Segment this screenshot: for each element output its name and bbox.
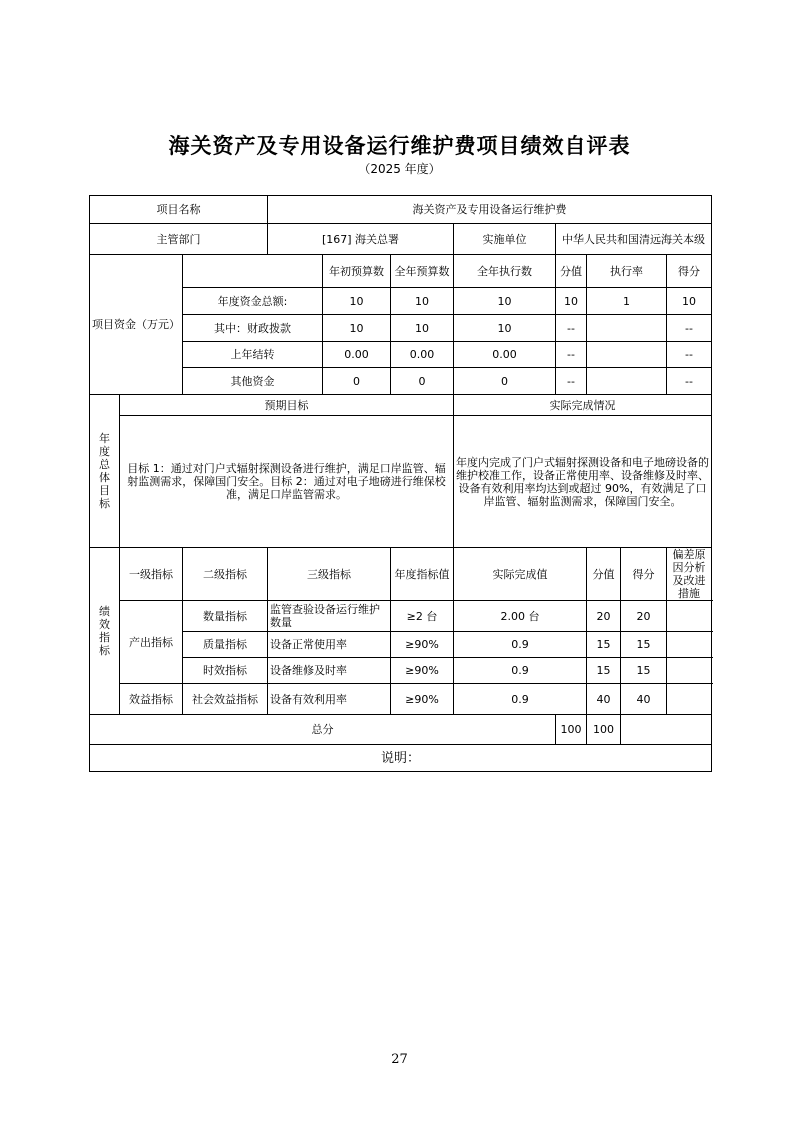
goals-content-row: [90, 416, 712, 548]
funds-row-executed: 10: [454, 288, 556, 315]
funds-row-full: 10: [391, 288, 454, 315]
perf-header-level2: 二级指标: [183, 548, 268, 601]
notes-label: 说明：: [90, 745, 712, 772]
funds-row-initial: 0: [323, 368, 391, 395]
funds-header-full: 全年预算数: [391, 255, 454, 288]
funds-row-score-value: --: [556, 315, 587, 342]
perf-target: ≥90%: [391, 658, 454, 684]
perf-header-target: 年度指标值: [391, 548, 454, 601]
funds-row-full: 0: [391, 368, 454, 395]
funds-row-label: 年度资金总额:: [183, 288, 323, 315]
perf-row: [90, 658, 712, 684]
perf-score-value: 15: [587, 658, 621, 684]
perf-header-row: [90, 548, 712, 601]
funds-row-score-value: --: [556, 342, 587, 368]
project-name-row: [90, 196, 712, 224]
expected-goal-header: 预期目标: [120, 395, 454, 416]
goals-header-row: [90, 395, 712, 416]
project-name-label: 项目名称: [90, 196, 268, 224]
notes-row: [90, 745, 712, 772]
perf-row: [90, 632, 712, 658]
perf-score: 20: [621, 601, 667, 632]
actual-completion-text: 年度内完成了门户式辐射探测设备和电子地磅设备的维护校准工作，设备正常使用率、设备维修及时率、设备有效利用率均达到或超过 90%，有效满足了口岸监管、辐射监测需求，保障国门安全。: [454, 416, 712, 548]
perf-score: 15: [621, 658, 667, 684]
funds-row-initial: 10: [323, 288, 391, 315]
funds-header-executed: 全年执行数: [454, 255, 556, 288]
perf-header-actual: 实际完成值: [454, 548, 587, 601]
funds-row-executed: 10: [454, 315, 556, 342]
impl-value: 中华人民共和国清远海关本级: [556, 224, 712, 255]
funds-row: [90, 315, 712, 342]
perf-score-value: 15: [587, 632, 621, 658]
perf-header-level1: 一级指标: [120, 548, 183, 601]
actual-completion-header: 实际完成情况: [454, 395, 712, 416]
perf-header-score: 得分: [621, 548, 667, 601]
expected-goal-text: 目标 1：通过对门户式辐射探测设备进行维护，满足口岸监管、辐射监测需求，保障国门安全。目标 2：通过对电子地磅进行维保校准，满足口岸监管需求。: [120, 416, 454, 548]
perf-level3: 监管查验设备运行维护数量: [268, 601, 391, 632]
funds-row-rate: [587, 368, 667, 395]
dept-label: 主管部门: [90, 224, 268, 255]
perf-target: ≥90%: [391, 684, 454, 715]
funds-header-row: [90, 255, 712, 288]
perf-deviation: [667, 684, 712, 715]
evaluation-table: [89, 195, 712, 772]
document-year: （2025 年度）: [358, 162, 441, 176]
total-label: 总分: [90, 715, 556, 745]
funds-row: [90, 288, 712, 315]
perf-row: [90, 601, 712, 632]
perf-header-score-value: 分值: [587, 548, 621, 601]
funds-row-score: 10: [667, 288, 712, 315]
funds-row-score: --: [667, 368, 712, 395]
perf-target: ≥2 台: [391, 601, 454, 632]
perf-actual: 0.9: [454, 632, 587, 658]
perf-actual: 0.9: [454, 658, 587, 684]
perf-score: 15: [621, 632, 667, 658]
perf-score-value: 20: [587, 601, 621, 632]
perf-header-deviation: 偏差原因分析及改进措施: [667, 548, 712, 601]
funds-row-executed: 0: [454, 368, 556, 395]
funds-row-initial: 0.00: [323, 342, 391, 368]
benefit-indicator-label: 效益指标: [120, 684, 183, 715]
funds-section-label: 项目资金（万元）: [90, 255, 183, 395]
perf-score-value: 40: [587, 684, 621, 715]
perf-target: ≥90%: [391, 632, 454, 658]
perf-section-label: 绩 效 指 标: [90, 548, 120, 715]
funds-row: [90, 368, 712, 395]
funds-row-score-value: 10: [556, 288, 587, 315]
perf-actual: 2.00 台: [454, 601, 587, 632]
total-value: 100: [556, 715, 587, 745]
funds-row-rate: [587, 315, 667, 342]
funds-row: [90, 342, 712, 368]
funds-row-initial: 10: [323, 315, 391, 342]
perf-level3: 设备有效利用率: [268, 684, 391, 715]
funds-header-score: 得分: [667, 255, 712, 288]
page-number: 27: [391, 1052, 408, 1067]
total-score: 100: [587, 715, 621, 745]
funds-row-rate: 1: [587, 288, 667, 315]
funds-row-score: --: [667, 315, 712, 342]
perf-level2: 质量指标: [183, 632, 268, 658]
perf-level3: 设备维修及时率: [268, 658, 391, 684]
document-title: 海关资产及专用设备运行维护费项目绩效自评表: [168, 133, 631, 158]
perf-level3: 设备正常使用率: [268, 632, 391, 658]
perf-deviation: [667, 658, 712, 684]
impl-label: 实施单位: [454, 224, 556, 255]
funds-header-blank: [183, 255, 323, 288]
perf-deviation: [667, 601, 712, 632]
funds-header-initial: 年初预算数: [323, 255, 391, 288]
department-row: [90, 224, 712, 255]
perf-score: 40: [621, 684, 667, 715]
perf-level2: 社会效益指标: [183, 684, 268, 715]
funds-header-rate: 执行率: [587, 255, 667, 288]
funds-row-executed: 0.00: [454, 342, 556, 368]
funds-row-label: 其中：财政拨款: [183, 315, 323, 342]
perf-deviation: [667, 632, 712, 658]
funds-header-score-value: 分值: [556, 255, 587, 288]
perf-level2: 时效指标: [183, 658, 268, 684]
perf-row: [90, 684, 712, 715]
perf-header-level3: 三级指标: [268, 548, 391, 601]
project-name-value: 海关资产及专用设备运行维护费: [268, 196, 712, 224]
funds-row-label: 上年结转: [183, 342, 323, 368]
perf-actual: 0.9: [454, 684, 587, 715]
goals-section-label: 年 度 总 体 目 标: [90, 395, 120, 548]
funds-row-full: 10: [391, 315, 454, 342]
total-deviation: [621, 715, 712, 745]
total-row: [90, 715, 712, 745]
funds-row-full: 0.00: [391, 342, 454, 368]
funds-row-score: --: [667, 342, 712, 368]
funds-row-rate: [587, 342, 667, 368]
dept-value: [167] 海关总署: [268, 224, 454, 255]
output-indicator-label: 产出指标: [120, 601, 183, 684]
perf-level2: 数量指标: [183, 601, 268, 632]
funds-row-label: 其他资金: [183, 368, 323, 395]
funds-row-score-value: --: [556, 368, 587, 395]
